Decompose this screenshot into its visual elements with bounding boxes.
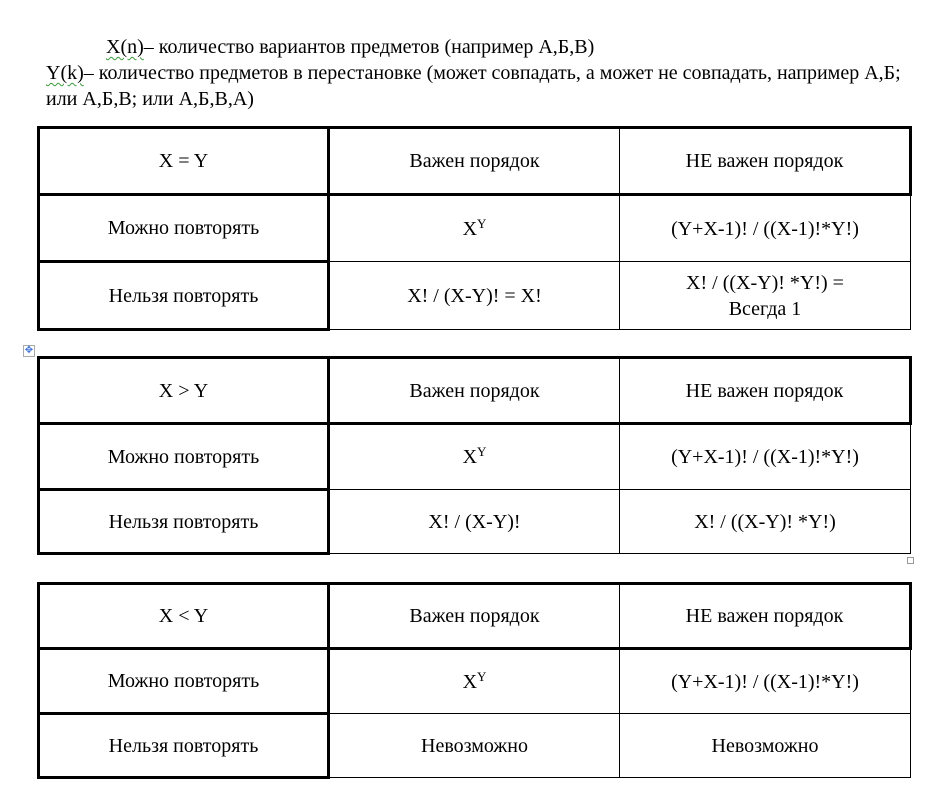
header-order-not-matters: НЕ важен порядок (620, 358, 911, 424)
table-row (39, 649, 911, 714)
var-x: X(n) (106, 36, 144, 58)
corner-cell: X = Y (39, 128, 329, 195)
intro-text (46, 34, 906, 112)
table-x-greater-y (37, 356, 912, 555)
table-row (39, 195, 911, 262)
cell: $X^Y$ (329, 649, 620, 714)
header-order-matters: Важен порядок (329, 128, 620, 195)
cell: X! / (X-Y)! = X! (329, 262, 620, 330)
row-label: Нельзя повторять (39, 490, 329, 554)
definition-y (46, 60, 906, 112)
row-label: Нельзя повторять (39, 714, 329, 778)
table-x-equals-y (37, 126, 912, 331)
cell: $X^Y$ (329, 195, 620, 262)
table-row (39, 424, 911, 490)
definition-y-text: – количество предметов в перестановке (может совпадать, а может не совпадать, например А,Б; или А,Б,В; или А,Б,В,А) (46, 62, 901, 110)
header-order-not-matters: НЕ важен порядок (620, 128, 911, 195)
row-label: Можно повторять (39, 424, 329, 490)
cell: X! / (X-Y)! (329, 490, 620, 554)
definition-x-text: – количество вариантов предметов (например А,Б,В) (143, 36, 595, 58)
cell: Невозможно (620, 714, 911, 778)
header-order-not-matters: НЕ важен порядок (620, 584, 911, 649)
definition-x (46, 34, 906, 60)
corner-cell: X > Y (39, 358, 329, 424)
cell: X! / ((X-Y)! *Y!) = Всегда 1 (620, 262, 911, 330)
row-label: Можно повторять (39, 195, 329, 262)
corner-cell: X < Y (39, 584, 329, 649)
var-y: Y(k) (46, 62, 84, 84)
cell: (Y+X-1)! / ((X-1)!*Y!) (620, 649, 911, 714)
header-order-matters: Важен порядок (329, 584, 620, 649)
cell: X! / ((X-Y)! *Y!) (620, 490, 911, 554)
table-x-less-y (37, 582, 912, 779)
table-move-handle-icon[interactable]: ✥ (24, 345, 34, 356)
cell: (Y+X-1)! / ((X-1)!*Y!) (620, 424, 911, 490)
table-row (39, 358, 911, 424)
table-row (39, 584, 911, 649)
cell: Невозможно (329, 714, 620, 778)
table-row (39, 714, 911, 778)
cell: (Y+X-1)! / ((X-1)!*Y!) (620, 195, 911, 262)
table-row (39, 128, 911, 195)
row-label: Нельзя повторять (39, 262, 329, 330)
table-row (39, 490, 911, 554)
table-row (39, 262, 911, 330)
header-order-matters: Важен порядок (329, 358, 620, 424)
cell: $X^Y$ (329, 424, 620, 490)
row-label: Можно повторять (39, 649, 329, 714)
table-resize-handle[interactable] (907, 557, 914, 564)
